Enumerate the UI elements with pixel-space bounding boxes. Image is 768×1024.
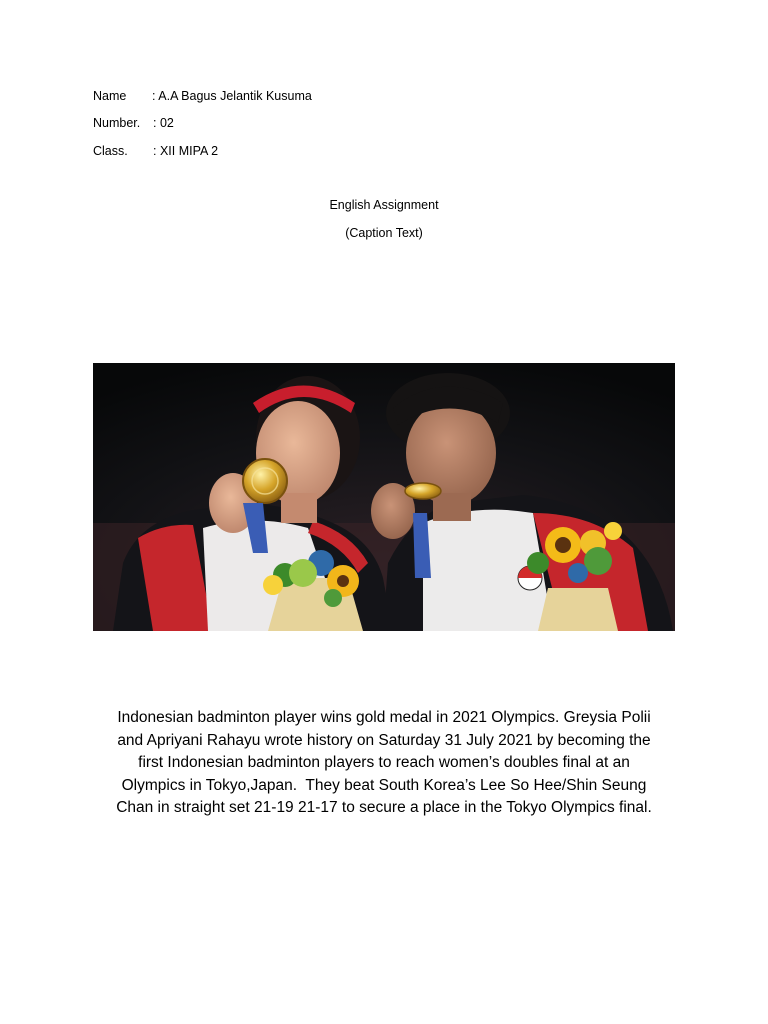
left-player-neck xyxy=(281,493,317,523)
name-label: Name xyxy=(93,89,127,103)
caption-line: and Apriyani Rahayu wrote history on Saturday 31 July 2021 by becoming the xyxy=(117,731,651,749)
caption-line: Indonesian badminton player wins gold medal in 2021 Olympics. Greysia Polii xyxy=(117,709,651,726)
name-value: : A.A Bagus Jelantik Kusuma xyxy=(152,89,312,103)
medalists-photo xyxy=(93,363,675,631)
class-label: Class. xyxy=(93,144,128,158)
caption-text xyxy=(90,707,678,820)
name-row xyxy=(93,88,312,104)
caption-line: Chan in straight set 21-19 21-17 to secure a place in the Tokyo Olympics final. xyxy=(116,799,652,817)
right-player-neck xyxy=(433,493,471,521)
assignment-title: English Assignment xyxy=(329,198,439,212)
caption-line: first Indonesian badminton players to reach women’s doubles final at an xyxy=(138,754,630,772)
assignment-subtitle: (Caption Text) xyxy=(345,226,423,240)
class-row xyxy=(93,143,219,159)
number-label: Number. xyxy=(93,116,141,130)
caption-line: Olympics in Tokyo,Japan. They beat South Korea’s Lee So Hee/Shin Seung xyxy=(121,776,647,794)
number-row xyxy=(93,115,174,131)
right-gold-medal xyxy=(405,483,441,499)
number-value: : 02 xyxy=(153,116,174,130)
class-value: : XII MIPA 2 xyxy=(153,144,219,158)
left-gold-medal xyxy=(243,459,287,503)
